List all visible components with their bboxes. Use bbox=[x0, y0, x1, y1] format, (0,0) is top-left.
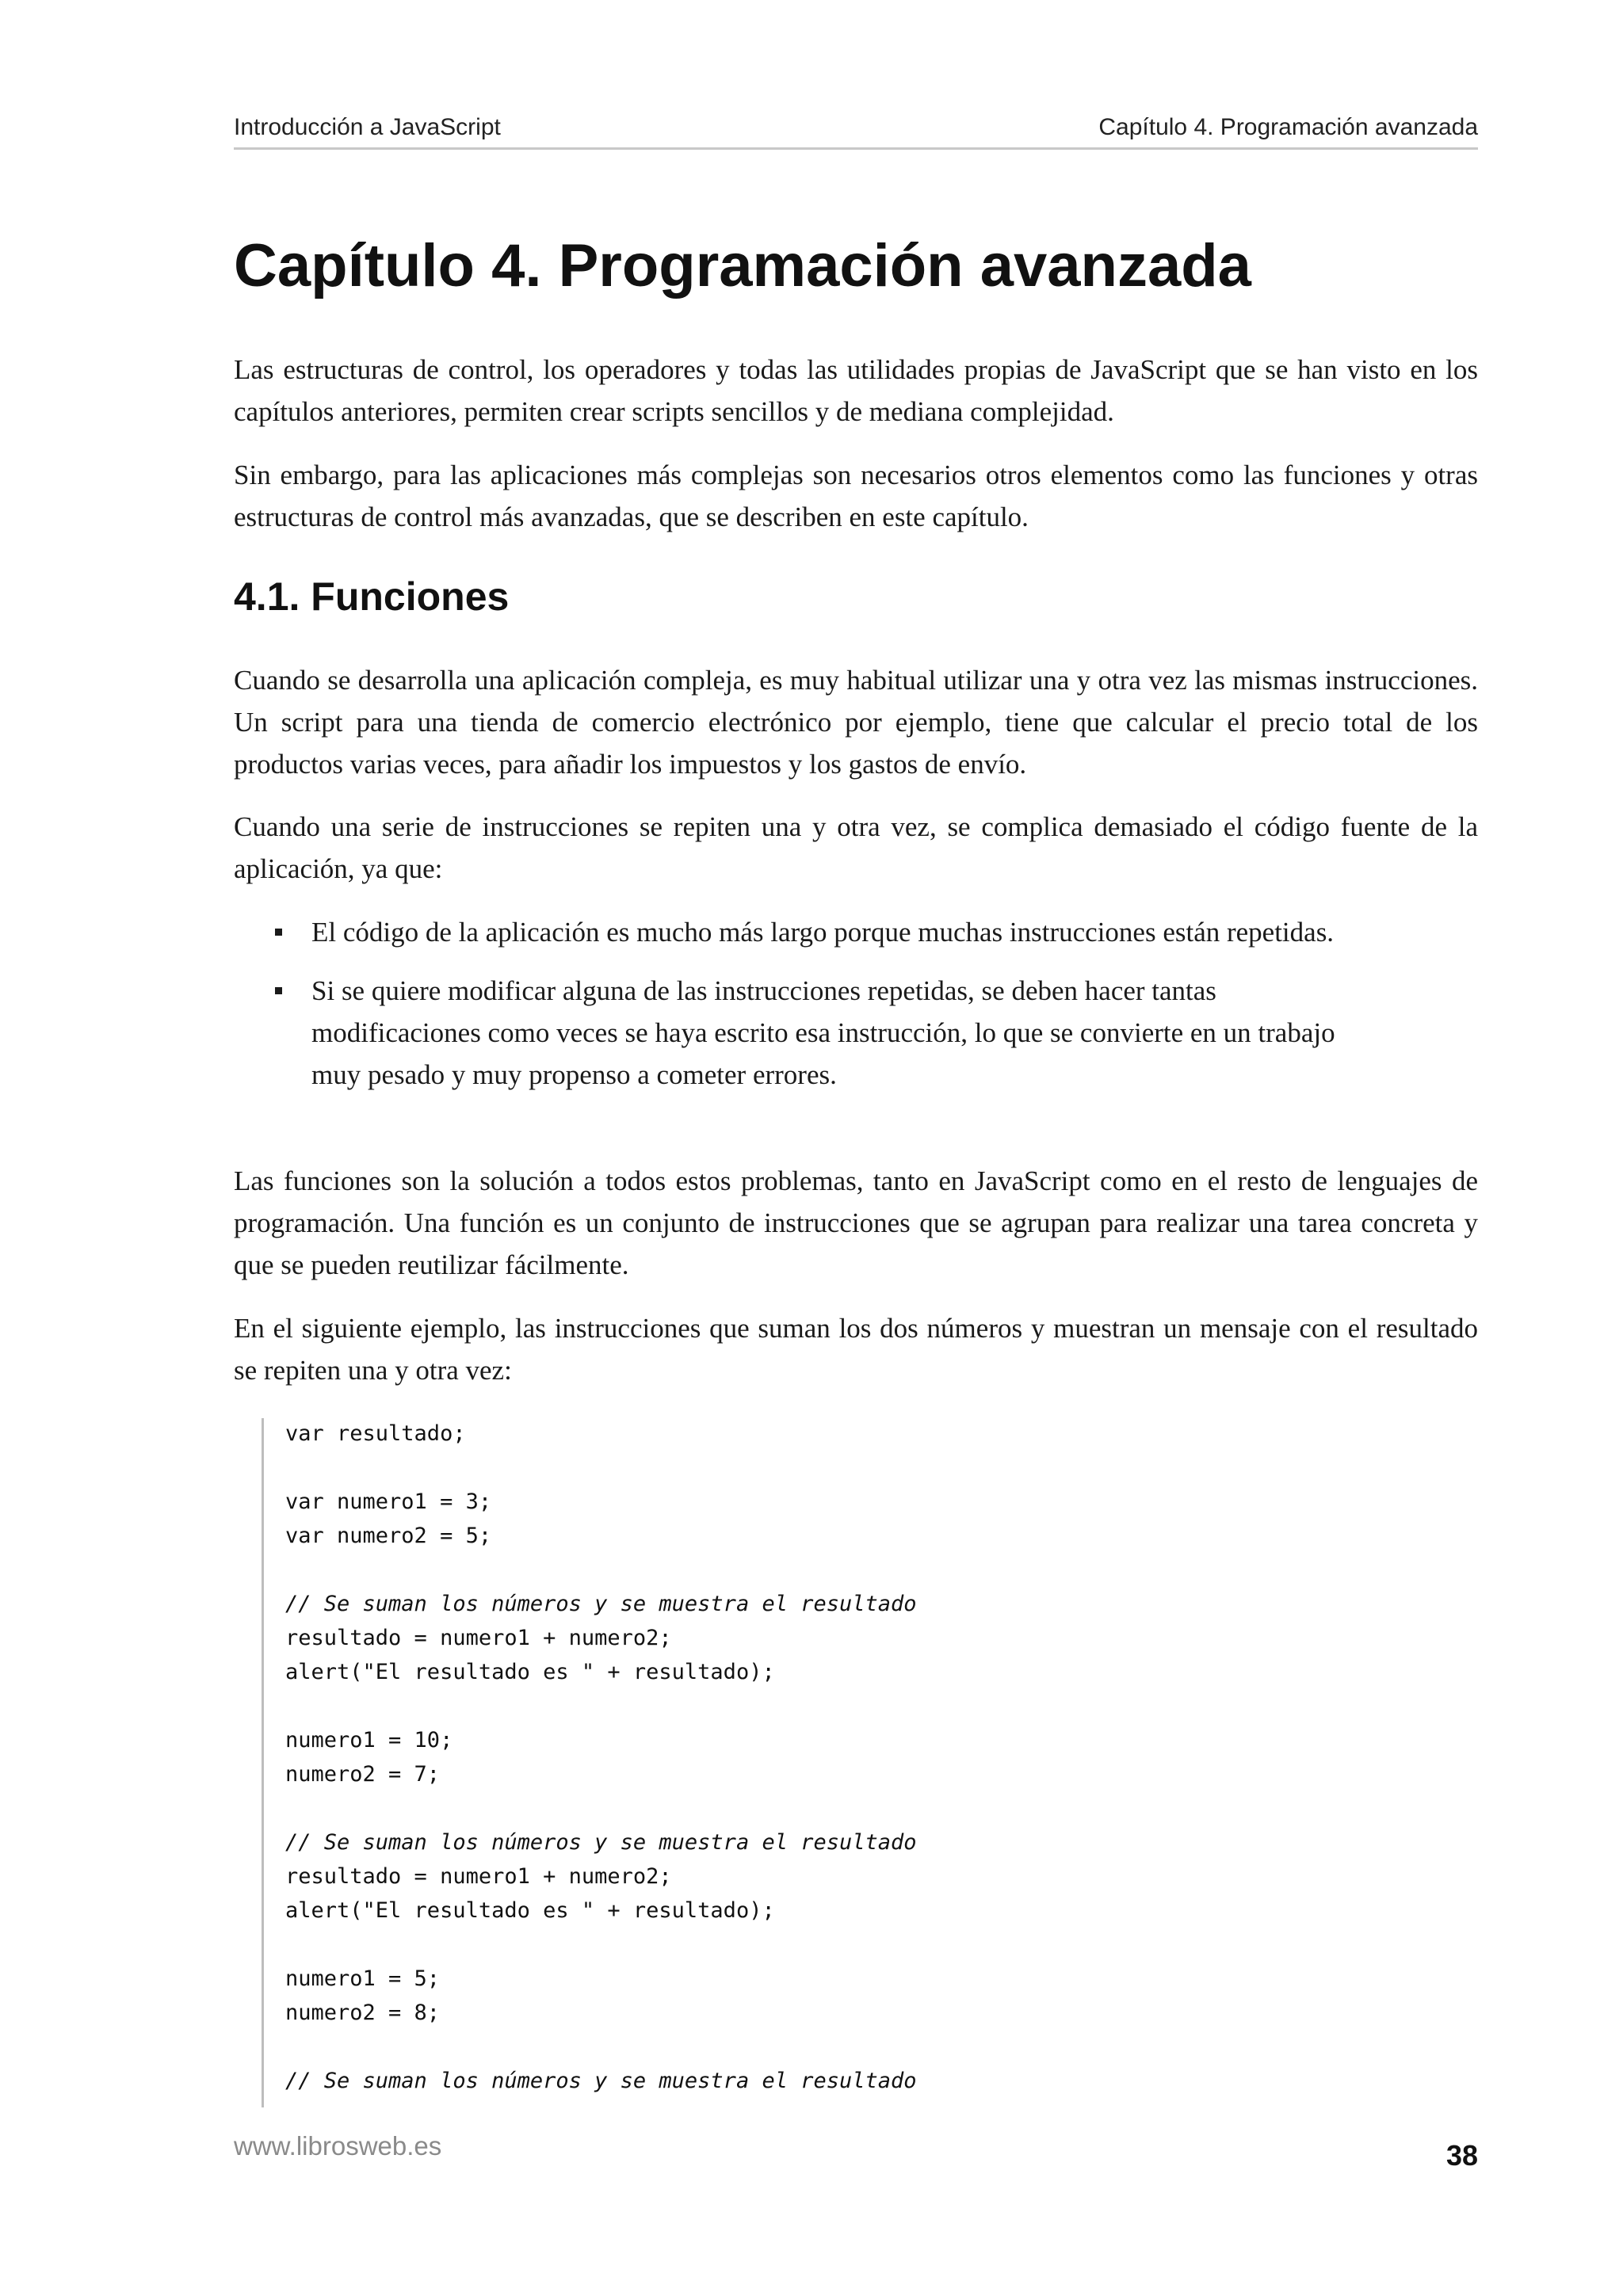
code-line: var numero2 = 5; bbox=[285, 1524, 492, 1548]
section-paragraph-1: Cuando se desarrolla una aplicación compleja, es muy habitual utilizar una y otra vez las mismas instrucciones. Un script para una tienda de comercio electrónico por ejemplo, tiene que calcular el precio total de los productos varias veces, para añadir los impuestos y los gastos de envío. bbox=[234, 665, 1478, 780]
footer-url[interactable]: www.librosweb.es bbox=[234, 2131, 442, 2161]
code-comment: // Se suman los números y se muestra el resultado bbox=[285, 2069, 917, 2093]
code-line: var resultado; bbox=[285, 1421, 466, 1446]
code-block bbox=[262, 1418, 1453, 2107]
list-item bbox=[234, 911, 1478, 953]
section-paragraph-4: En el siguiente ejemplo, las instrucciones que suman los dos números y muestran un mensaje con el resultado se repiten una y otra vez: bbox=[234, 1313, 1478, 1386]
code-comment: // Se suman los números y se muestra el resultado bbox=[285, 1592, 917, 1616]
chapter-title: Capítulo 4. Programación avanzada bbox=[234, 232, 1251, 299]
code-line: numero1 = 10; bbox=[285, 1728, 453, 1753]
code-line: numero2 = 8; bbox=[285, 2000, 441, 2025]
code-line: resultado = numero1 + numero2; bbox=[285, 1864, 672, 1889]
page-number: 38 bbox=[1445, 2139, 1478, 2172]
bullet-icon bbox=[275, 987, 282, 994]
section-paragraph-3: Las funciones son la solución a todos estos problemas, tanto en JavaScript como en el resto de lenguajes de programación. Una función es un conjunto de instrucciones que se agrupan para realizar una tarea concreta y que se pueden reutilizar fácilmente. bbox=[234, 1165, 1478, 1280]
intro-paragraph-2: Sin embargo, para las aplicaciones más complejas son necesarios otros elementos como las funciones y otras estructuras de control más avanzadas, que se describen en este capítulo. bbox=[234, 460, 1478, 532]
list-item bbox=[234, 970, 1478, 1096]
code-line: resultado = numero1 + numero2; bbox=[285, 1626, 672, 1650]
code-line: var numero1 = 3; bbox=[285, 1489, 492, 1514]
intro-paragraph-1: Las estructuras de control, los operadores y todas las utilidades propias de JavaScript que se han visto en los capítulos anteriores, permiten crear scripts sencillos y de mediana complejidad. bbox=[234, 354, 1478, 427]
header-book-title: Introducción a JavaScript bbox=[234, 114, 501, 140]
code-comment: // Se suman los números y se muestra el resultado bbox=[285, 1830, 917, 1855]
header-chapter-ref: Capítulo 4. Programación avanzada bbox=[1098, 114, 1478, 140]
bullet-icon bbox=[275, 929, 282, 936]
code-line: alert("El resultado es " + resultado); bbox=[285, 1660, 775, 1684]
bullet-list bbox=[234, 911, 1478, 1096]
code-line: alert("El resultado es " + resultado); bbox=[285, 1898, 775, 1923]
code-line: numero1 = 5; bbox=[285, 1966, 441, 1991]
section-paragraph-2: Cuando una serie de instrucciones se repiten una y otra vez, se complica demasiado el código fuente de la aplicación, ya que: bbox=[234, 811, 1478, 884]
running-header bbox=[234, 108, 1478, 150]
list-item-text: El código de la aplicación es mucho más largo porque muchas instrucciones están repetidas. bbox=[311, 917, 1335, 948]
section-title: 4.1. Funciones bbox=[234, 574, 510, 619]
list-item-text: Si se quiere modificar alguna de las instrucciones repetidas, se deben hacer tantas modificaciones como veces se haya escrito esa instrucción, lo que se convierte en un trabajo muy pesado y muy propenso a cometer errores. bbox=[311, 975, 1335, 1090]
code-line: numero2 = 7; bbox=[285, 1762, 441, 1787]
